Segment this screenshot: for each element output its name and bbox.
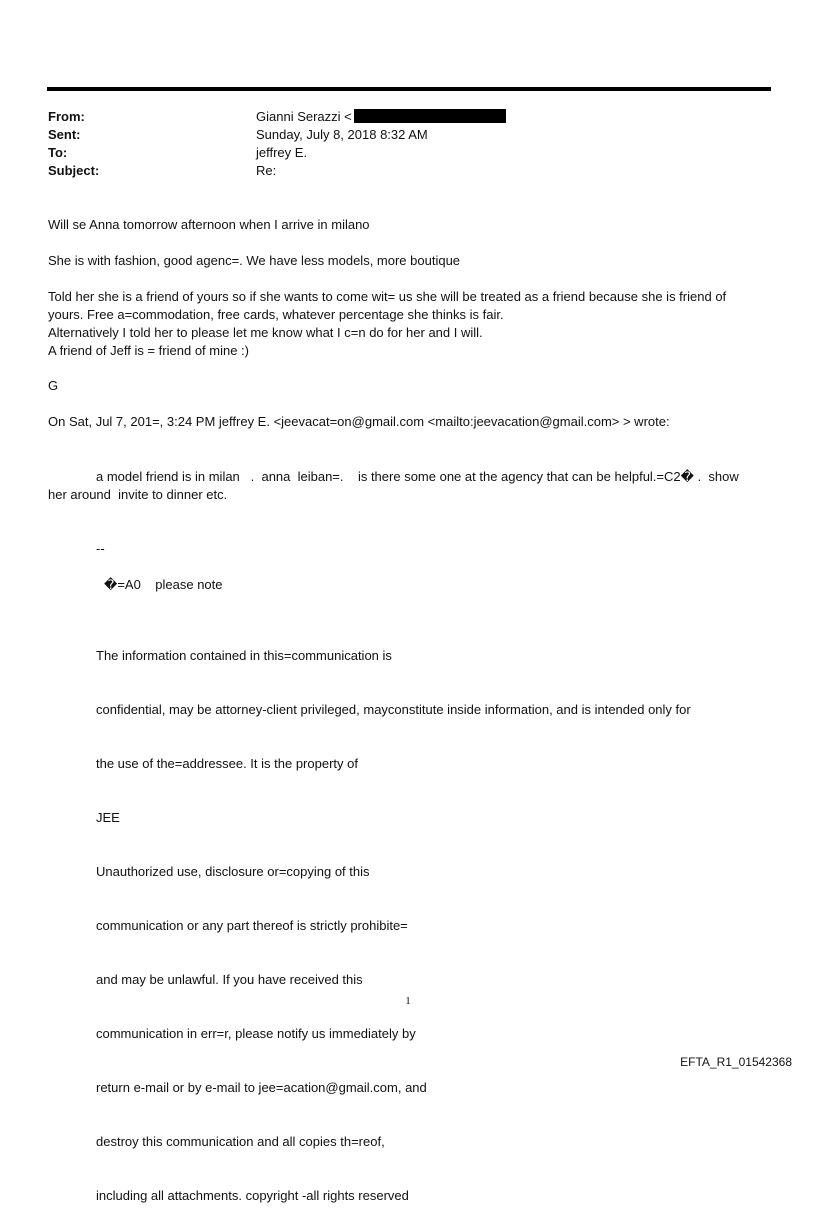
disclaimer-line: destroy this communication and all copies th=reof, <box>96 1134 385 1149</box>
disclaimer-line: including all attachments. copyright -all rights reserved <box>96 1188 409 1203</box>
disclaimer-line: communication or any part thereof is strictly prohibite= <box>96 918 408 933</box>
from-value <box>256 108 506 126</box>
subject-label: Subject: <box>48 163 100 178</box>
bates-number: EFTA_R1_01542368 <box>680 1055 792 1069</box>
sent-value: Sunday, July 8, 2018 8:32 AM <box>256 127 428 142</box>
disclaimer-line: Unauthorized use, disclosure or=copying of this <box>96 864 370 879</box>
from-row <box>48 108 506 126</box>
sent-label: Sent: <box>48 127 81 142</box>
body-line-3b: yours. Free a=commodation, free cards, whatever percentage she thinks is fair. <box>48 307 504 322</box>
page-number: 1 <box>405 995 411 1007</box>
redaction-box <box>354 109 506 123</box>
please-note: �=A0 please note <box>104 577 223 592</box>
disclaimer-line: return e-mail or by e-mail to jee=acation@gmail.com, and <box>96 1080 427 1095</box>
quoted-line-2: her around invite to dinner etc. <box>48 487 228 502</box>
disclaimer-line: the use of the=addressee. It is the property of <box>96 756 358 771</box>
body-paragraph-2: She is with fashion, good agenc=. We have less models, more boutique <box>48 253 461 268</box>
body-line-3a: Told her she is a friend of yours so if she wants to come wit= us she will be treated as a friend because she is friend of <box>48 289 727 304</box>
quote-header: On Sat, Jul 7, 201=, 3:24 PM jeffrey E. <jeevacat=on@gmail.com <mailto:jeevacation@gmail.com> > wrote: <box>48 414 670 429</box>
disclaimer-line: confidential, may be attorney-client privileged, mayconstitute inside information, and is intended only for <box>96 702 691 717</box>
signature: G <box>48 378 59 393</box>
body-line-3c: Alternatively I told her to please let me know what I c=n do for her and I will. <box>48 325 483 340</box>
disclaimer-line: The information contained in this=communication is <box>96 648 392 663</box>
from-name: Gianni Serazzi < <box>256 109 352 124</box>
subject-value: Re: <box>256 163 277 178</box>
sig-dashes: -- <box>96 541 105 556</box>
header-rule <box>47 87 771 91</box>
to-row <box>48 144 506 162</box>
body-line-3d: A friend of Jeff is = friend of mine :) <box>48 343 249 358</box>
from-label: From: <box>48 109 85 124</box>
quoted-line-1: a model friend is in milan . anna leiban=. is there some one at the agency that can be helpful.=C2� . show <box>96 469 739 484</box>
sent-row <box>48 126 506 144</box>
email-header <box>48 108 506 180</box>
disclaimer <box>96 611 756 1223</box>
disclaimer-line: and may be unlawful. If you have received this <box>96 972 363 987</box>
body-paragraph-1: Will se Anna tomorrow afternoon when I arrive in milano <box>48 217 370 232</box>
disclaimer-line: communication in err=r, please notify us immediately by <box>96 1026 416 1041</box>
subject-row <box>48 162 506 180</box>
to-value: jeffrey E. <box>256 145 308 160</box>
to-label: To: <box>48 145 68 160</box>
disclaimer-line: JEE <box>96 810 120 825</box>
